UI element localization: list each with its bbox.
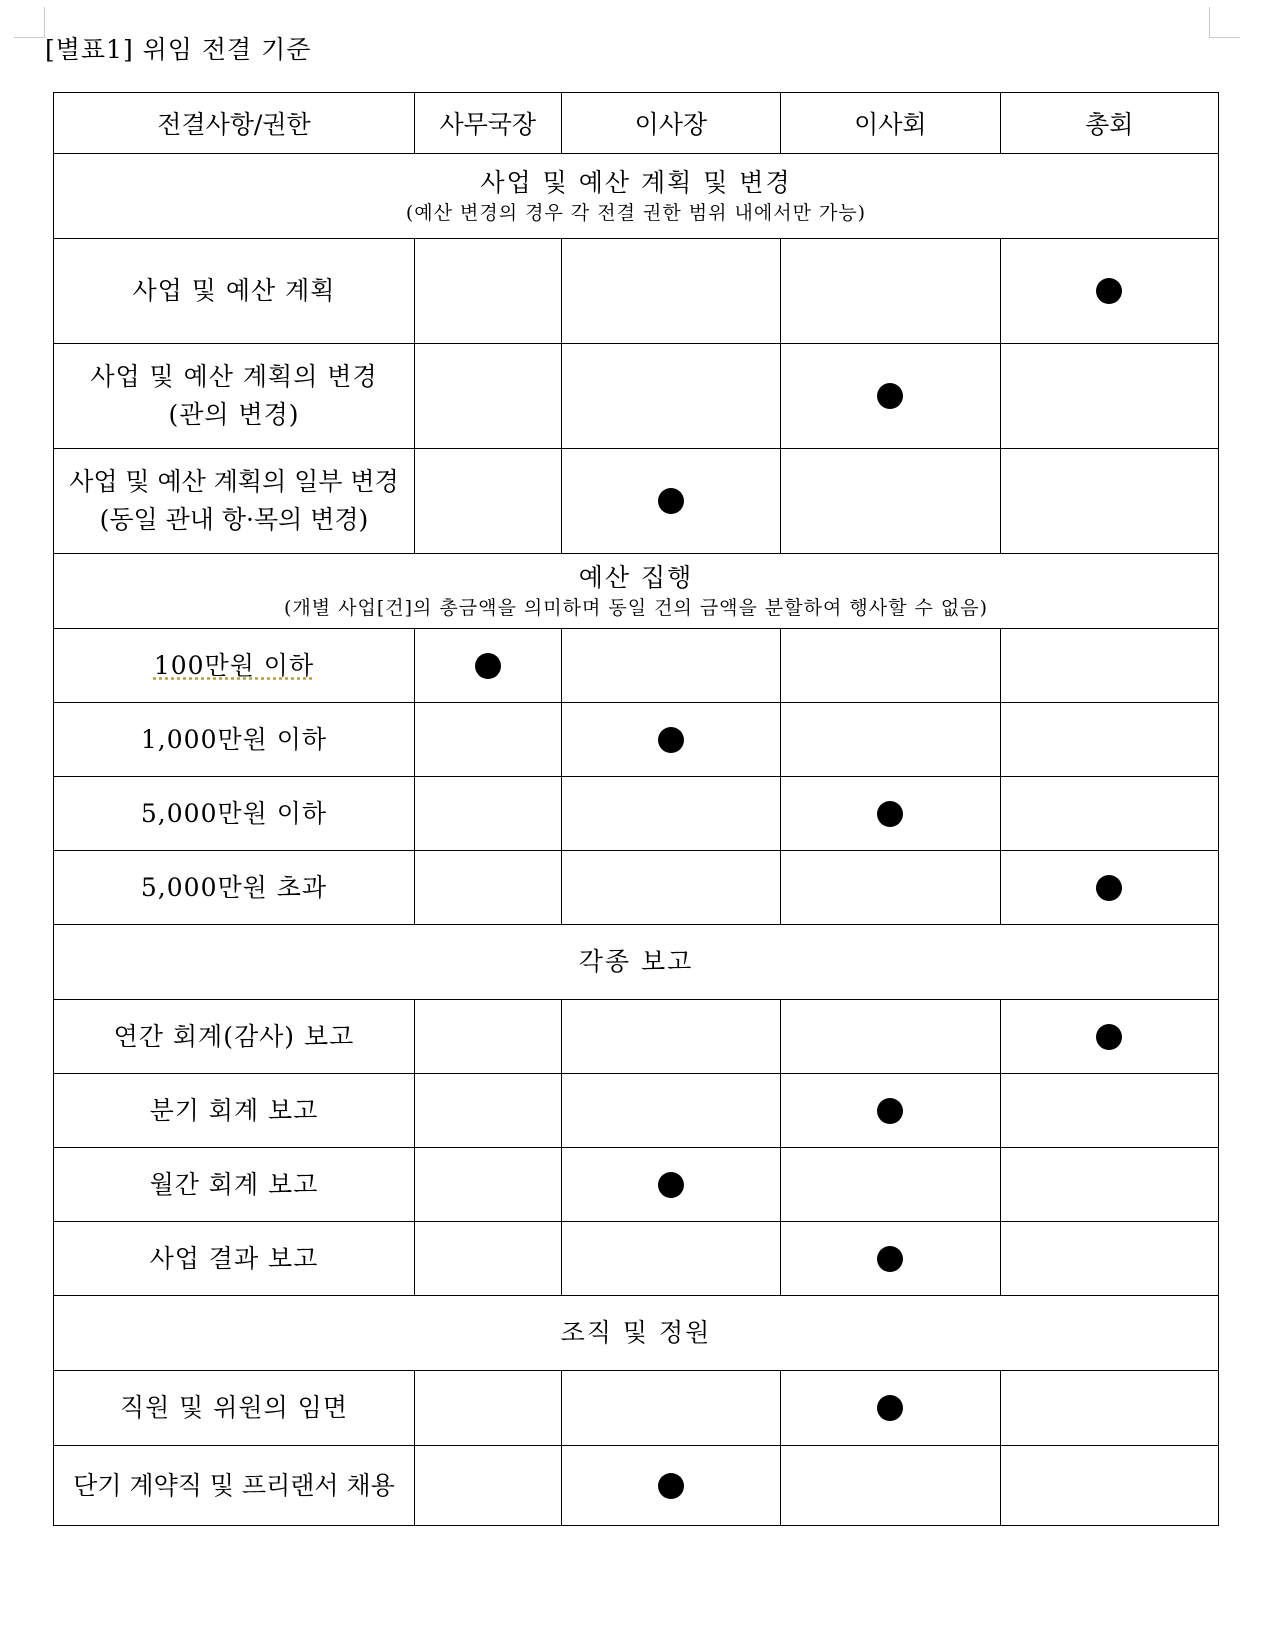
cell [781,777,1000,851]
cell [561,703,780,777]
cell [781,1222,1000,1296]
cell [561,1000,780,1074]
cell [781,629,1000,703]
approval-dot [877,1246,903,1272]
table-row [54,344,1219,449]
table-row [54,703,1219,777]
cell [414,703,561,777]
table-row [54,1222,1219,1296]
row-label: 분기 회계 보고 [54,1074,415,1148]
table-row [54,1074,1219,1148]
approval-dot [658,488,684,514]
row-label: 직원 및 위원의 임면 [54,1371,415,1446]
cell [561,777,780,851]
cell [414,777,561,851]
section-note: (예산 변경의 경우 각 전결 권한 범위 내에서만 가능) [405,202,867,224]
cell [1000,777,1218,851]
table-row [54,449,1219,554]
cell [781,851,1000,925]
column-header-chairman: 이사장 [561,93,780,154]
table-row [54,851,1219,925]
cell [781,344,1000,449]
cell [414,239,561,344]
cell [414,1222,561,1296]
row-label: 사업 및 예산 계획의 일부 변경 (동일 관내 항·목의 변경) [54,449,415,554]
cell [1000,1000,1218,1074]
header-row [54,93,1219,154]
column-header-secretary-general: 사무국장 [414,93,561,154]
page-corner-mark-right [1209,7,1240,38]
row-label: 단기 계약직 및 프리랜서 채용 [54,1446,415,1526]
column-header-general-assembly: 총회 [1000,93,1218,154]
cell [561,1446,780,1526]
row-label: 1,000만원 이하 [54,703,415,777]
cell [414,1446,561,1526]
table-row [54,1371,1219,1446]
cell [561,344,780,449]
section-title: 각종 보고 [578,947,694,976]
approval-dot [1096,1024,1122,1050]
column-header-board: 이사회 [781,93,1000,154]
cell [1000,344,1218,449]
cell [561,851,780,925]
cell [414,629,561,703]
row-label: 사업 및 예산 계획의 변경 (관의 변경) [54,344,415,449]
cell [1000,449,1218,554]
cell [561,1148,780,1222]
row-label: 연간 회계(감사) 보고 [54,1000,415,1074]
cell [781,1446,1000,1526]
cell [1000,1148,1218,1222]
cell [1000,239,1218,344]
cell [561,449,780,554]
cell [414,1000,561,1074]
cell [781,1148,1000,1222]
row-label: 월간 회계 보고 [54,1148,415,1222]
section-row [54,154,1219,239]
cell [1000,1074,1218,1148]
cell [414,1371,561,1446]
approval-dot [877,801,903,827]
cell [781,1074,1000,1148]
table-row [54,1000,1219,1074]
cell [414,449,561,554]
cell [414,1074,561,1148]
cell [1000,629,1218,703]
table-row [54,239,1219,344]
section-header [54,1296,1219,1371]
cell [781,239,1000,344]
cell [781,1371,1000,1446]
approval-dot [1096,278,1122,304]
approval-dot [658,727,684,753]
section-header [54,554,1219,629]
delegation-table [53,92,1219,1526]
table-row [54,1148,1219,1222]
cell [1000,851,1218,925]
section-row [54,925,1219,1000]
section-title: 조직 및 정원 [560,1318,712,1347]
row-label: 사업 결과 보고 [54,1222,415,1296]
document-title: [별표1] 위임 전결 기준 [45,35,312,64]
section-row [54,554,1219,629]
approval-dot [877,1098,903,1124]
section-note: (개별 사업[건]의 총금액을 의미하며 동일 건의 금액을 분할하여 행사할 수 없음) [283,597,989,619]
column-header-item: 전결사항/권한 [54,93,415,154]
cell [781,449,1000,554]
approval-dot [1096,875,1122,901]
section-row [54,1296,1219,1371]
cell [414,851,561,925]
row-label: 5,000만원 이하 [54,777,415,851]
cell [561,1371,780,1446]
cell [1000,1446,1218,1526]
approval-dot [877,1395,903,1421]
table-row [54,777,1219,851]
section-title: 사업 및 예산 계획 및 변경 [480,168,792,197]
cell [781,703,1000,777]
approval-dot [658,1473,684,1499]
cell [561,239,780,344]
page-corner-mark-left [14,7,45,38]
cell [561,1222,780,1296]
cell [1000,1371,1218,1446]
cell [561,629,780,703]
approval-dot [658,1172,684,1198]
cell [561,1074,780,1148]
cell [1000,703,1218,777]
cell [414,344,561,449]
table-row [54,629,1219,703]
cell [781,1000,1000,1074]
section-header [54,925,1219,1000]
section-title: 예산 집행 [578,563,694,592]
approval-dot [475,653,501,679]
row-label: 사업 및 예산 계획 [54,239,415,344]
approval-dot [877,383,903,409]
cell [1000,1222,1218,1296]
row-label: 100만원 이하 [54,629,415,703]
row-label: 5,000만원 초과 [54,851,415,925]
cell [414,1148,561,1222]
section-header [54,154,1219,239]
table-row [54,1446,1219,1526]
